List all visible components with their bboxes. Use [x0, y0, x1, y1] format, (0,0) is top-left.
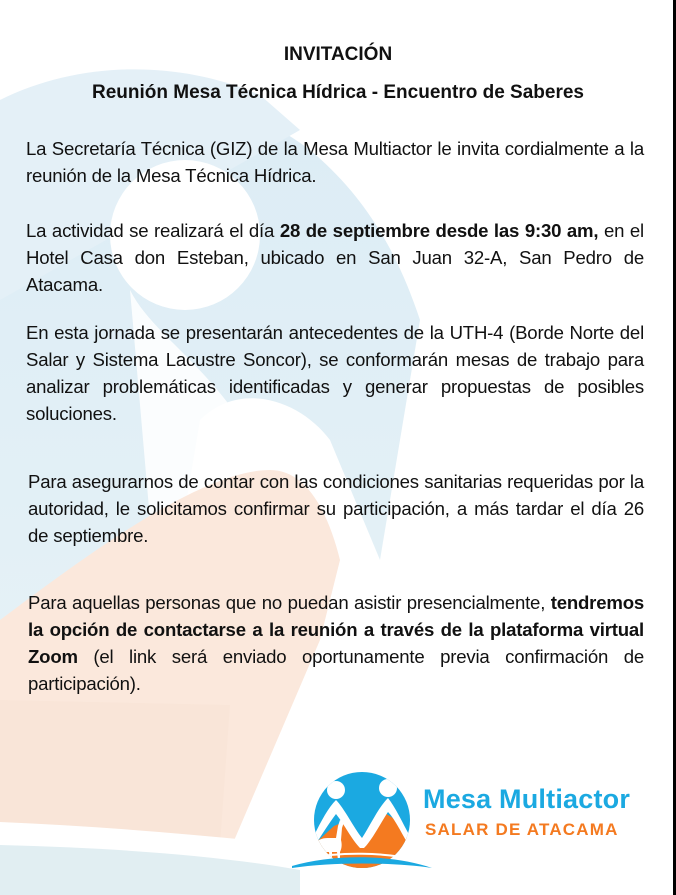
virtual-option-text-post: (el link será enviado oportunamente previa confirmación de participación).: [28, 646, 644, 694]
date-location-text-post: en el Hotel Casa don Esteban, ubicado en San Juan 32-A, San Pedro de Atacama.: [26, 220, 644, 295]
paragraph-virtual-option: [28, 589, 644, 697]
logo-subtitle: SALAR DE ATACAMA: [425, 820, 619, 839]
date-time-bold: 28 de septiembre desde las 9:30 am,: [279, 220, 599, 241]
paragraph-confirmation: Para asegurarnos de contar con las condiciones sanitarias requeridas por la autoridad, le solicitamos confirmar su participación, a más tardar el día 26 de septiembre.: [28, 471, 644, 546]
paragraph-date-location: [26, 217, 644, 298]
logo-title: Mesa Multiactor: [423, 784, 631, 814]
zoom-option-bold: tendremos la opción de contactarse a la reunión a través de la plataforma virtual Zoom: [28, 592, 644, 667]
date-location-text-pre: La actividad se realizará el día: [26, 220, 280, 241]
paragraph-invitation: La Secretaría Técnica (GIZ) de la Mesa Multiactor le invita cordialmente a la reunión de la Mesa Técnica Hídrica.: [26, 138, 644, 186]
document-subheading: Reunión Mesa Técnica Hídrica - Encuentro de Saberes: [91, 82, 585, 103]
paragraph-agenda: En esta jornada se presentarán antecedentes de la UTH-4 (Borde Norte del Salar y Sistema Lacustre Soncor), se conformarán mesas de trabajo para analizar problemáticas identificadas y generar propuestas de posibles soluciones.: [26, 322, 644, 424]
mesa-multiactor-logo-icon: [292, 768, 432, 876]
document-heading: INVITACIÓN: [283, 44, 393, 65]
virtual-option-text-pre: Para aquellas personas que no puedan asistir presencialmente,: [28, 592, 551, 613]
